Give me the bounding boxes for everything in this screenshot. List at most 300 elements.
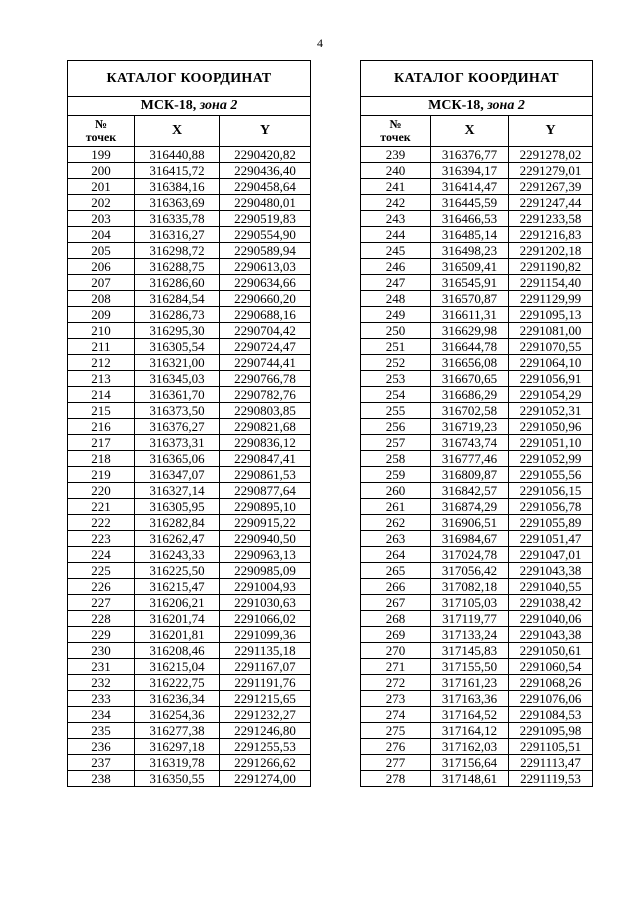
point-number-cell: 270 [361,643,431,659]
catalog-title: КАТАЛОГ КООРДИНАТ [361,61,593,97]
point-number-cell: 264 [361,547,431,563]
table-row [361,691,593,707]
x-coordinate-cell: 317162,03 [431,739,509,755]
x-coordinate-cell: 316319,78 [135,755,220,771]
point-number-cell: 258 [361,451,431,467]
y-coordinate-cell: 2291068,26 [509,675,593,691]
y-coordinate-cell: 2290420,82 [220,147,311,163]
column-header-number-sign: № [94,117,108,131]
x-coordinate-cell: 316286,73 [135,307,220,323]
y-coordinate-cell: 2291040,55 [509,579,593,595]
point-number-cell: 276 [361,739,431,755]
x-coordinate-cell: 316335,78 [135,211,220,227]
y-coordinate-cell: 2291050,61 [509,643,593,659]
point-number-cell: 220 [68,483,135,499]
table-row [361,371,593,387]
table-row [68,339,311,355]
table-row [361,179,593,195]
table-row [68,771,311,787]
point-number-cell: 226 [68,579,135,595]
table-row [361,627,593,643]
point-number-cell: 266 [361,579,431,595]
y-coordinate-cell: 2290803,85 [220,403,311,419]
table-row [361,643,593,659]
y-coordinate-cell: 2291255,53 [220,739,311,755]
x-coordinate-cell: 316254,36 [135,707,220,723]
y-coordinate-cell: 2291052,31 [509,403,593,419]
column-header-points: точек [380,130,411,144]
point-number-cell: 277 [361,755,431,771]
point-number-cell: 278 [361,771,431,787]
point-number-cell: 210 [68,323,135,339]
x-coordinate-cell: 316225,50 [135,563,220,579]
table-row [68,323,311,339]
point-number-cell: 219 [68,467,135,483]
column-header-x: X [431,116,509,147]
x-coordinate-cell: 316262,47 [135,531,220,547]
x-coordinate-cell: 316208,46 [135,643,220,659]
point-number-cell: 260 [361,483,431,499]
table-row [361,291,593,307]
x-coordinate-cell: 316215,04 [135,659,220,675]
table-row [68,563,311,579]
y-coordinate-cell: 2290436,40 [220,163,311,179]
table-row [361,163,593,179]
x-coordinate-cell: 316282,84 [135,515,220,531]
y-coordinate-cell: 2290458,64 [220,179,311,195]
y-coordinate-cell: 2291279,01 [509,163,593,179]
y-coordinate-cell: 2291038,42 [509,595,593,611]
y-coordinate-cell: 2291056,15 [509,483,593,499]
table-row [361,467,593,483]
y-coordinate-cell: 2291056,91 [509,371,593,387]
y-coordinate-cell: 2291232,27 [220,707,311,723]
x-coordinate-cell: 316295,30 [135,323,220,339]
y-coordinate-cell: 2291043,38 [509,627,593,643]
x-coordinate-cell: 316316,27 [135,227,220,243]
x-coordinate-cell: 316498,23 [431,243,509,259]
y-coordinate-cell: 2291040,06 [509,611,593,627]
table-row [361,499,593,515]
y-coordinate-cell: 2290613,03 [220,259,311,275]
coordinate-zone: зона 2 [487,98,525,113]
point-number-cell: 204 [68,227,135,243]
point-number-cell: 248 [361,291,431,307]
point-number-cell: 268 [361,611,431,627]
x-coordinate-cell: 316277,38 [135,723,220,739]
x-coordinate-cell: 316719,23 [431,419,509,435]
y-coordinate-cell: 2290634,66 [220,275,311,291]
table-row [361,579,593,595]
point-number-cell: 267 [361,595,431,611]
x-coordinate-cell: 316215,47 [135,579,220,595]
table-row [68,755,311,771]
x-coordinate-cell: 316670,65 [431,371,509,387]
table-row [68,227,311,243]
point-number-cell: 247 [361,275,431,291]
x-coordinate-cell: 317156,64 [431,755,509,771]
point-number-cell: 259 [361,467,431,483]
coordinate-catalog-table-left [67,60,311,787]
y-coordinate-cell: 2290704,42 [220,323,311,339]
table-row [68,419,311,435]
y-coordinate-cell: 2291004,93 [220,579,311,595]
y-coordinate-cell: 2291266,62 [220,755,311,771]
table-row [68,659,311,675]
y-coordinate-cell: 2290744,41 [220,355,311,371]
x-coordinate-cell: 317056,42 [431,563,509,579]
y-coordinate-cell: 2291070,55 [509,339,593,355]
table-row [68,515,311,531]
x-coordinate-cell: 316384,16 [135,179,220,195]
x-coordinate-cell: 316509,41 [431,259,509,275]
x-coordinate-cell: 316686,29 [431,387,509,403]
y-coordinate-cell: 2291050,96 [509,419,593,435]
x-coordinate-cell: 316361,70 [135,387,220,403]
y-coordinate-cell: 2291113,47 [509,755,593,771]
y-coordinate-cell: 2291135,18 [220,643,311,659]
table-row [361,323,593,339]
x-coordinate-cell: 317082,18 [431,579,509,595]
y-coordinate-cell: 2290895,10 [220,499,311,515]
coordinate-system-label [68,97,311,116]
table-row [361,403,593,419]
y-coordinate-cell: 2291154,40 [509,275,593,291]
catalog-title: КАТАЛОГ КООРДИНАТ [68,61,311,97]
point-number-cell: 239 [361,147,431,163]
table-row [361,483,593,499]
y-coordinate-cell: 2291054,29 [509,387,593,403]
point-number-cell: 262 [361,515,431,531]
point-number-cell: 227 [68,595,135,611]
point-number-cell: 251 [361,339,431,355]
point-number-cell: 230 [68,643,135,659]
y-coordinate-cell: 2290836,12 [220,435,311,451]
y-coordinate-cell: 2290877,64 [220,483,311,499]
table-row [68,707,311,723]
x-coordinate-cell: 316440,88 [135,147,220,163]
point-number-cell: 263 [361,531,431,547]
point-number-cell: 261 [361,499,431,515]
x-coordinate-cell: 316373,31 [135,435,220,451]
point-number-cell: 257 [361,435,431,451]
point-number-cell: 199 [68,147,135,163]
y-coordinate-cell: 2291216,83 [509,227,593,243]
point-number-cell: 216 [68,419,135,435]
point-number-cell: 253 [361,371,431,387]
coordinate-catalog-table-right [360,60,593,787]
table-row [361,515,593,531]
point-number-cell: 274 [361,707,431,723]
table-row [361,275,593,291]
table-row [361,451,593,467]
y-coordinate-cell: 2291051,47 [509,531,593,547]
point-number-cell: 254 [361,387,431,403]
table-row [361,563,593,579]
x-coordinate-cell: 316545,91 [431,275,509,291]
point-number-cell: 215 [68,403,135,419]
table-row [68,675,311,691]
y-coordinate-cell: 2291167,07 [220,659,311,675]
point-number-cell: 237 [68,755,135,771]
point-number-cell: 222 [68,515,135,531]
column-header-number-sign: № [389,117,402,131]
table-row [68,179,311,195]
y-coordinate-cell: 2291190,82 [509,259,593,275]
y-coordinate-cell: 2290782,76 [220,387,311,403]
table-row [68,691,311,707]
table-row [361,355,593,371]
x-coordinate-cell: 316809,87 [431,467,509,483]
table-row [361,659,593,675]
y-coordinate-cell: 2291119,53 [509,771,593,787]
point-number-cell: 235 [68,723,135,739]
point-number-cell: 221 [68,499,135,515]
y-coordinate-cell: 2291233,58 [509,211,593,227]
table-body [361,147,593,787]
x-coordinate-cell: 317024,78 [431,547,509,563]
point-number-cell: 207 [68,275,135,291]
table-row [361,243,593,259]
point-number-cell: 225 [68,563,135,579]
x-coordinate-cell: 317119,77 [431,611,509,627]
x-coordinate-cell: 316305,54 [135,339,220,355]
table-row [68,643,311,659]
x-coordinate-cell: 316298,72 [135,243,220,259]
table-row [361,595,593,611]
point-number-cell: 209 [68,307,135,323]
x-coordinate-cell: 316201,74 [135,611,220,627]
y-coordinate-cell: 2291047,01 [509,547,593,563]
y-coordinate-cell: 2290915,22 [220,515,311,531]
table-row [361,195,593,211]
column-header-y: Y [509,116,593,147]
x-coordinate-cell: 316702,58 [431,403,509,419]
point-number-cell: 234 [68,707,135,723]
y-coordinate-cell: 2290847,41 [220,451,311,467]
x-coordinate-cell: 316466,53 [431,211,509,227]
y-coordinate-cell: 2291052,99 [509,451,593,467]
point-number-cell: 223 [68,531,135,547]
x-coordinate-cell: 317105,03 [431,595,509,611]
table-row [68,291,311,307]
y-coordinate-cell: 2291055,56 [509,467,593,483]
table-row [68,483,311,499]
x-coordinate-cell: 316984,67 [431,531,509,547]
table-row [68,355,311,371]
point-number-cell: 233 [68,691,135,707]
table-row [361,675,593,691]
x-coordinate-cell: 316842,57 [431,483,509,499]
point-number-cell: 249 [361,307,431,323]
table-row [361,723,593,739]
x-coordinate-cell: 316777,46 [431,451,509,467]
point-number-cell: 232 [68,675,135,691]
page-number: 4 [317,36,323,50]
table-row [68,547,311,563]
y-coordinate-cell: 2291246,80 [220,723,311,739]
y-coordinate-cell: 2291202,18 [509,243,593,259]
table-row [68,499,311,515]
y-coordinate-cell: 2291215,65 [220,691,311,707]
y-coordinate-cell: 2291267,39 [509,179,593,195]
point-number-cell: 256 [361,419,431,435]
x-coordinate-cell: 316445,59 [431,195,509,211]
x-coordinate-cell: 316906,51 [431,515,509,531]
x-coordinate-cell: 316570,87 [431,291,509,307]
point-number-cell: 273 [361,691,431,707]
y-coordinate-cell: 2290940,50 [220,531,311,547]
table-row [68,243,311,259]
table-row [68,595,311,611]
y-coordinate-cell: 2290985,09 [220,563,311,579]
table-row [361,419,593,435]
x-coordinate-cell: 316236,34 [135,691,220,707]
point-number-cell: 238 [68,771,135,787]
x-coordinate-cell: 317145,83 [431,643,509,659]
table-row [68,739,311,755]
x-coordinate-cell: 316243,33 [135,547,220,563]
x-coordinate-cell: 316297,18 [135,739,220,755]
point-number-cell: 201 [68,179,135,195]
point-number-cell: 246 [361,259,431,275]
table-row [68,275,311,291]
y-coordinate-cell: 2291105,51 [509,739,593,755]
x-coordinate-cell: 317161,23 [431,675,509,691]
point-number-cell: 224 [68,547,135,563]
table-row [361,339,593,355]
y-coordinate-cell: 2290589,94 [220,243,311,259]
x-coordinate-cell: 317155,50 [431,659,509,675]
table-row [361,387,593,403]
y-coordinate-cell: 2291043,38 [509,563,593,579]
x-coordinate-cell: 317163,36 [431,691,509,707]
x-coordinate-cell: 316345,03 [135,371,220,387]
table-row [361,259,593,275]
y-coordinate-cell: 2291066,02 [220,611,311,627]
table-row [68,307,311,323]
y-coordinate-cell: 2291191,76 [220,675,311,691]
y-coordinate-cell: 2291064,10 [509,355,593,371]
x-coordinate-cell: 316394,17 [431,163,509,179]
column-header-y: Y [220,116,311,147]
coordinate-zone: зона 2 [199,98,238,113]
y-coordinate-cell: 2290724,47 [220,339,311,355]
x-coordinate-cell: 316286,60 [135,275,220,291]
y-coordinate-cell: 2290519,83 [220,211,311,227]
point-number-cell: 218 [68,451,135,467]
y-coordinate-cell: 2290861,53 [220,467,311,483]
table-row [68,579,311,595]
table-row [68,259,311,275]
point-number-cell: 252 [361,355,431,371]
point-number-cell: 200 [68,163,135,179]
point-number-cell: 245 [361,243,431,259]
x-coordinate-cell: 316288,75 [135,259,220,275]
point-number-cell: 211 [68,339,135,355]
x-coordinate-cell: 316327,14 [135,483,220,499]
x-coordinate-cell: 317148,61 [431,771,509,787]
x-coordinate-cell: 316611,31 [431,307,509,323]
y-coordinate-cell: 2291095,13 [509,307,593,323]
table-row [68,723,311,739]
point-number-cell: 217 [68,435,135,451]
table-row [68,467,311,483]
x-coordinate-cell: 316363,69 [135,195,220,211]
x-coordinate-cell: 316485,14 [431,227,509,243]
x-coordinate-cell: 316222,75 [135,675,220,691]
y-coordinate-cell: 2290480,01 [220,195,311,211]
y-coordinate-cell: 2290821,68 [220,419,311,435]
x-coordinate-cell: 316629,98 [431,323,509,339]
coordinate-system-label [361,97,593,116]
y-coordinate-cell: 2291095,98 [509,723,593,739]
table-row [68,211,311,227]
point-number-cell: 269 [361,627,431,643]
x-coordinate-cell: 317133,24 [431,627,509,643]
point-number-cell: 241 [361,179,431,195]
x-coordinate-cell: 316414,47 [431,179,509,195]
y-coordinate-cell: 2291076,06 [509,691,593,707]
point-number-cell: 214 [68,387,135,403]
y-coordinate-cell: 2291278,02 [509,147,593,163]
x-coordinate-cell: 316365,06 [135,451,220,467]
coordinate-system-name: МСК-18, [140,98,200,113]
x-coordinate-cell: 316284,54 [135,291,220,307]
point-number-cell: 265 [361,563,431,579]
y-coordinate-cell: 2291030,63 [220,595,311,611]
point-number-cell: 213 [68,371,135,387]
x-coordinate-cell: 316644,78 [431,339,509,355]
x-coordinate-cell: 316201,81 [135,627,220,643]
table-row [361,547,593,563]
x-coordinate-cell: 316305,95 [135,499,220,515]
y-coordinate-cell: 2290963,13 [220,547,311,563]
point-number-cell: 271 [361,659,431,675]
x-coordinate-cell: 316206,21 [135,595,220,611]
point-number-cell: 275 [361,723,431,739]
y-coordinate-cell: 2291129,99 [509,291,593,307]
table-row [68,387,311,403]
table-row [68,371,311,387]
table-row [361,707,593,723]
point-number-cell: 228 [68,611,135,627]
point-number-cell: 203 [68,211,135,227]
table-row [68,163,311,179]
point-number-cell: 243 [361,211,431,227]
point-number-cell: 212 [68,355,135,371]
table-row [68,627,311,643]
coordinate-system-name: МСК-18, [428,98,488,113]
column-header-points: точек [85,130,117,144]
table-row [68,435,311,451]
y-coordinate-cell: 2290766,78 [220,371,311,387]
column-header-point-number [361,116,431,147]
y-coordinate-cell: 2291247,44 [509,195,593,211]
table-row [68,611,311,627]
point-number-cell: 272 [361,675,431,691]
table-row [361,211,593,227]
y-coordinate-cell: 2291055,89 [509,515,593,531]
table-row [361,771,593,787]
x-coordinate-cell: 316376,27 [135,419,220,435]
table-row [361,307,593,323]
x-coordinate-cell: 316373,50 [135,403,220,419]
column-header-point-number [68,116,135,147]
point-number-cell: 236 [68,739,135,755]
x-coordinate-cell: 316415,72 [135,163,220,179]
point-number-cell: 206 [68,259,135,275]
